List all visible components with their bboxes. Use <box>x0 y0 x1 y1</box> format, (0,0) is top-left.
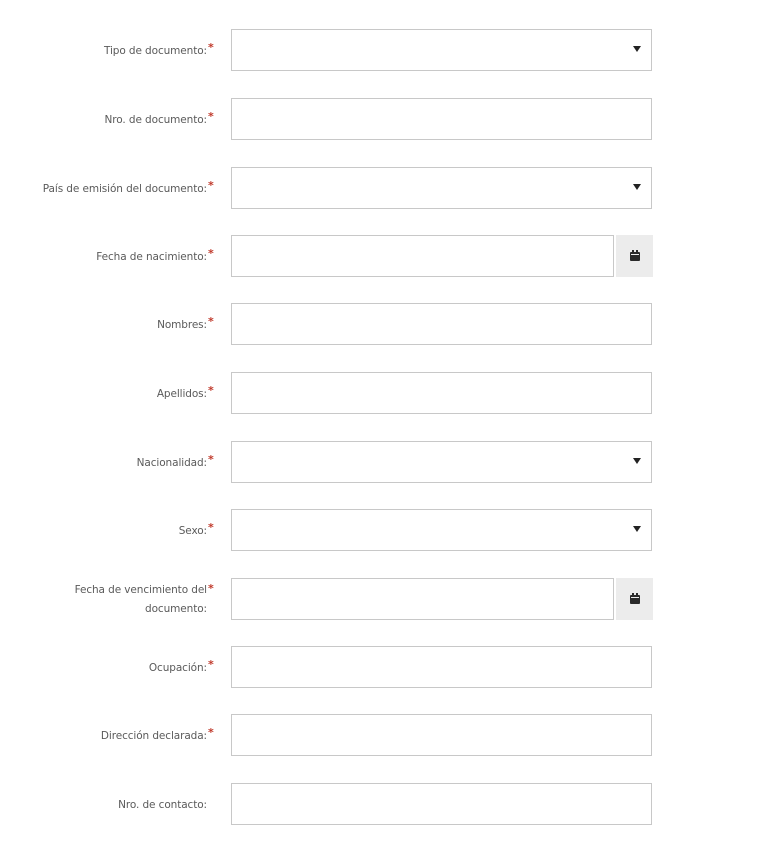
field-label <box>0 441 207 485</box>
pais-emision-label: País de emisión del documento: <box>42 182 207 195</box>
fecha-nacimiento-input[interactable] <box>232 236 613 276</box>
row-ocupacion <box>0 646 770 690</box>
row-fecha-vencimiento <box>0 578 770 622</box>
field-label <box>0 714 207 758</box>
fecha-vencimiento-label: Fecha de vencimiento del documento: <box>74 584 207 615</box>
tipo-documento-select[interactable] <box>231 29 652 71</box>
nro-contacto-label: Nro. de contacto: <box>118 798 207 811</box>
caret-down-icon <box>633 526 641 532</box>
required-marker: * <box>208 110 214 123</box>
row-nacionalidad <box>0 441 770 485</box>
pais-emision-select[interactable] <box>231 167 652 209</box>
fecha-vencimiento-field-wrapper <box>231 578 614 620</box>
field-label <box>0 646 207 690</box>
field-label <box>0 783 207 827</box>
fecha-nacimiento-field-wrapper <box>231 235 614 277</box>
fecha-vencimiento-input[interactable] <box>232 579 613 619</box>
required-marker: * <box>208 247 214 260</box>
calendar-icon <box>630 252 640 261</box>
fecha-nacimiento-label: Fecha de nacimiento: <box>96 250 207 263</box>
nacionalidad-select[interactable] <box>231 441 652 483</box>
required-marker: * <box>208 315 214 328</box>
sexo-select[interactable] <box>231 509 652 551</box>
row-tipo-documento <box>0 29 770 73</box>
nombres-label: Nombres: <box>157 318 207 331</box>
ocupacion-input[interactable] <box>232 647 651 687</box>
required-marker: * <box>208 726 214 739</box>
nombres-field-wrapper <box>231 303 652 345</box>
nro-documento-field-wrapper <box>231 98 652 140</box>
field-label <box>0 509 207 553</box>
sexo-label: Sexo: <box>178 524 207 537</box>
field-label <box>0 235 207 279</box>
apellidos-field-wrapper <box>231 372 652 414</box>
fecha-nacimiento-calendar-button[interactable] <box>616 235 653 277</box>
field-label <box>0 372 207 416</box>
ocupacion-label: Ocupación: <box>148 661 207 674</box>
direccion-declarada-field-wrapper <box>231 714 652 756</box>
row-pais-emision <box>0 167 770 211</box>
nro-contacto-input[interactable] <box>232 784 651 824</box>
apellidos-label: Apellidos: <box>156 387 207 400</box>
direccion-declarada-input[interactable] <box>232 715 651 755</box>
field-label <box>0 578 207 622</box>
ocupacion-field-wrapper <box>231 646 652 688</box>
required-marker: * <box>208 453 214 466</box>
row-sexo <box>0 509 770 553</box>
caret-down-icon <box>633 184 641 190</box>
field-label <box>0 29 207 73</box>
nro-contacto-field-wrapper <box>231 783 652 825</box>
field-label <box>0 303 207 347</box>
required-marker: * <box>208 179 214 192</box>
caret-down-icon <box>633 46 641 52</box>
nro-documento-input[interactable] <box>232 99 651 139</box>
field-label <box>0 98 207 142</box>
nombres-input[interactable] <box>232 304 651 344</box>
direccion-declarada-label: Dirección declarada: <box>100 729 207 742</box>
row-direccion-declarada <box>0 714 770 758</box>
row-nro-documento <box>0 98 770 142</box>
nacionalidad-label: Nacionalidad: <box>136 456 207 469</box>
required-marker: * <box>208 521 214 534</box>
row-nombres <box>0 303 770 347</box>
row-nro-contacto <box>0 783 770 827</box>
nro-documento-label: Nro. de documento: <box>104 113 207 126</box>
row-apellidos <box>0 372 770 416</box>
required-marker: * <box>208 582 214 595</box>
fecha-vencimiento-calendar-button[interactable] <box>616 578 653 620</box>
apellidos-input[interactable] <box>232 373 651 413</box>
tipo-documento-label: Tipo de documento: <box>103 44 207 57</box>
caret-down-icon <box>633 458 641 464</box>
calendar-icon <box>630 595 640 604</box>
field-label <box>0 167 207 211</box>
required-marker: * <box>208 384 214 397</box>
required-marker: * <box>208 41 214 54</box>
row-fecha-nacimiento <box>0 235 770 279</box>
required-marker: * <box>208 658 214 671</box>
